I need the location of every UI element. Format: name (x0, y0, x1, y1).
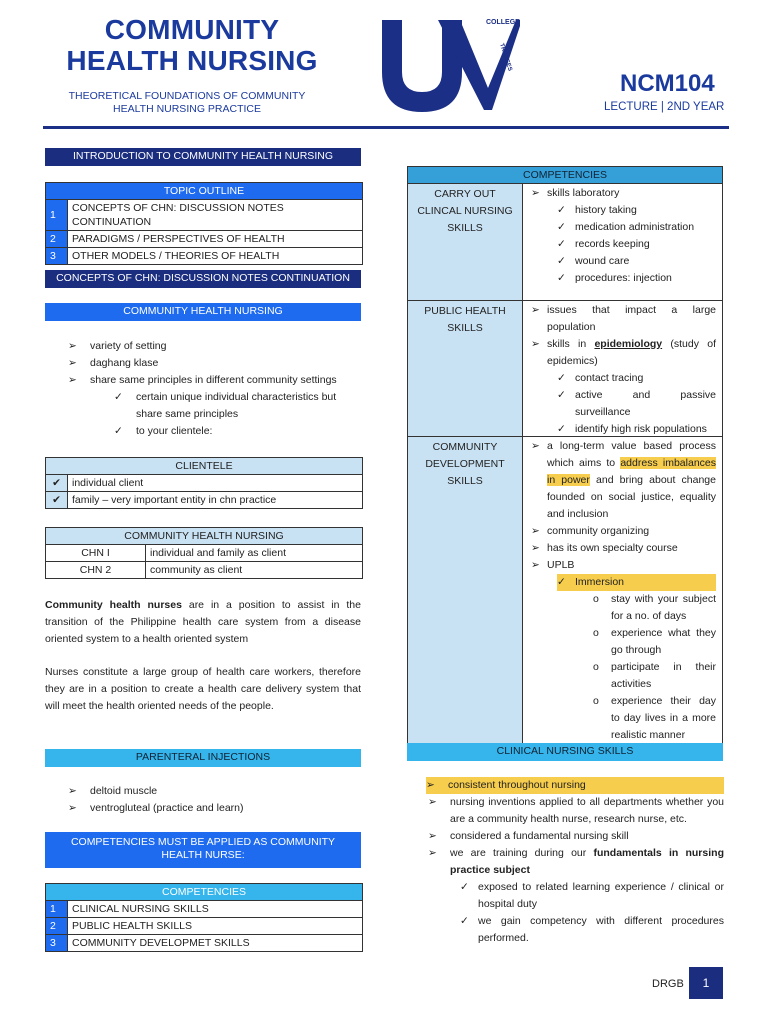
arrow-bullet-icon: ➢ (531, 542, 540, 554)
row-content (523, 184, 722, 300)
table-row (46, 248, 363, 265)
page-number: 1 (689, 967, 723, 999)
circle-bullet-icon: o (593, 661, 599, 673)
row-number: 1 (46, 200, 68, 231)
row-content (523, 301, 722, 436)
list-item-text: participate in their activities (611, 661, 716, 690)
list-item-text: deltoid muscle (90, 785, 158, 797)
table-row (408, 301, 722, 437)
list-item-text: we gain competency with different procedures performed. (478, 915, 724, 944)
checkmark-icon: ✓ (557, 372, 566, 384)
arrow-bullet-icon: ➢ (428, 847, 437, 859)
list-item (531, 574, 716, 591)
paragraph-chn-role (45, 597, 361, 648)
list-item (68, 783, 368, 800)
row-code: CHN 2 (46, 562, 146, 579)
list-item-text: wound care (575, 255, 630, 267)
list-item-text: experience what they go through (611, 627, 716, 656)
row-text: CLINICAL NURSING SKILLS (68, 901, 363, 918)
list-item (68, 355, 368, 372)
list-item-text: stay with your subject for a no. of days (611, 593, 716, 622)
circle-bullet-icon: o (593, 627, 599, 639)
row-label: PUBLIC HEALTH SKILLS (408, 301, 523, 436)
list-item-text: skills in (547, 338, 595, 350)
arrow-bullet-icon: ➢ (68, 802, 77, 814)
list-item (531, 659, 716, 693)
row-text: PARADIGMS / PERSPECTIVES OF HEALTH (68, 231, 363, 248)
list-item (531, 693, 716, 744)
bold-term: fundamentals in nursing practice subject (450, 847, 724, 876)
row-number: 2 (46, 231, 68, 248)
list-item-text: Immersion (575, 576, 625, 588)
subtitle-line-2: HEALTH NURSING PRACTICE (113, 103, 261, 115)
concepts-section-bar: CONCEPTS OF CHN: DISCUSSION NOTES CONTINUATION (45, 270, 361, 288)
row-number: 3 (46, 248, 68, 265)
document-title (62, 14, 322, 76)
row-text: PUBLIC HEALTH SKILLS (68, 918, 363, 935)
checkmark-icon: ✓ (460, 915, 469, 927)
chn-section-bar: COMMUNITY HEALTH NURSING (45, 303, 361, 321)
row-text: CONCEPTS OF CHN: DISCUSSION NOTES CONTINUATION (68, 200, 363, 231)
row-text: family – very important entity in chn practice (68, 492, 363, 509)
list-item (68, 423, 368, 440)
list-item-text: a long-term value based process which aims to (547, 440, 716, 469)
checkmark-icon: ✔ (46, 492, 68, 509)
list-item-text: considered a fundamental nursing skill (450, 830, 629, 842)
paragraph-text: are in a position to assist in the transition of the Philippine health care system from a disease oriented system to a health oriented system (45, 599, 361, 645)
list-item (531, 236, 716, 253)
table-row (408, 184, 722, 301)
author-initials: DRGB (652, 978, 684, 990)
checkmark-icon: ✓ (557, 255, 566, 267)
list-item (426, 777, 724, 794)
list-item-text: share same principles in different community settings (90, 374, 337, 386)
list-item-text: has its own specialty course (547, 542, 678, 554)
list-item (531, 253, 716, 270)
arrow-bullet-icon: ➢ (531, 338, 540, 350)
title-line-2: HEALTH NURSING (66, 45, 318, 76)
table-row (46, 492, 363, 509)
list-item (428, 913, 724, 947)
parenteral-list (68, 783, 368, 817)
clinical-list (428, 777, 724, 947)
row-label: COMMUNITY DEVELOPMENT SKILLS (408, 437, 523, 744)
checkmark-icon: ✓ (557, 221, 566, 233)
list-item-text: consistent throughout nursing (448, 779, 586, 791)
uv-college-logo (380, 14, 520, 114)
table-row (46, 231, 363, 248)
table-row (46, 901, 363, 918)
list-item (428, 828, 724, 845)
checkmark-icon: ✓ (557, 423, 566, 435)
list-item (428, 794, 724, 828)
table-row (46, 475, 363, 492)
list-item-text: and bring about change founded on social justice, equality and inclusion (547, 474, 716, 520)
subtitle-line-1: THEORETICAL FOUNDATIONS OF COMMUNITY (68, 90, 306, 102)
list-item (531, 557, 716, 574)
arrow-bullet-icon: ➢ (68, 785, 77, 797)
header-divider (43, 126, 729, 129)
list-item-text: skills laboratory (547, 187, 620, 199)
list-item (68, 389, 368, 423)
checkmark-icon: ✓ (557, 204, 566, 216)
logo-college-text: COLLEGE (486, 19, 520, 26)
list-item (531, 370, 716, 387)
arrow-bullet-icon: ➢ (68, 357, 77, 369)
arrow-bullet-icon: ➢ (68, 374, 77, 386)
list-item-text: procedures: injection (575, 272, 672, 284)
intro-section-bar: INTRODUCTION TO COMMUNITY HEALTH NURSING (45, 148, 361, 166)
list-item-text: to your clientele: (136, 425, 213, 437)
arrow-bullet-icon: ➢ (428, 796, 437, 808)
list-item-text: medication administration (575, 221, 695, 233)
list-item (531, 438, 716, 523)
list-item-text: history taking (575, 204, 637, 216)
paragraph-nurses: Nurses constitute a large group of health care workers, therefore they are in a position to create a health care delivery system that will meet the health oriented needs of the people. (45, 666, 361, 712)
list-item (531, 625, 716, 659)
checkmark-icon: ✓ (557, 238, 566, 250)
list-item-text: records keeping (575, 238, 650, 250)
row-number: 2 (46, 918, 68, 935)
list-item (531, 540, 716, 557)
list-item (531, 387, 716, 421)
row-text: individual client (68, 475, 363, 492)
list-item-text: experience their day to day lives in a more realistic manner (611, 695, 716, 741)
row-text: OTHER MODELS / THEORIES OF HEALTH (68, 248, 363, 265)
checkmark-icon: ✓ (557, 272, 566, 284)
list-item (428, 879, 724, 913)
table-row (46, 200, 363, 231)
arrow-bullet-icon: ➢ (531, 440, 540, 452)
list-item-text: nursing inventions applied to all departments whether you are a community health nurse, research nurse, etc. (450, 796, 724, 825)
highlighted-text: address imbalances in power (547, 457, 716, 486)
bold-term: Community health nurses (45, 599, 182, 611)
competencies-applied-bar (45, 832, 361, 868)
checkmark-icon: ✓ (460, 881, 469, 893)
row-label: CARRY OUT CLINCAL NURSING SKILLS (408, 184, 523, 300)
chn-levels-header: COMMUNITY HEALTH NURSING (46, 528, 363, 545)
arrow-bullet-icon: ➢ (531, 525, 540, 537)
chn-list (68, 338, 368, 440)
arrow-bullet-icon: ➢ (531, 559, 540, 571)
row-text: COMMUNITY DEVELOPMET SKILLS (68, 935, 363, 952)
row-number: 3 (46, 935, 68, 952)
course-code: NCM104 (620, 70, 715, 97)
logo-transes-text: TRANSES (498, 42, 513, 72)
clientele-table (45, 457, 363, 509)
list-item-text: exposed to related learning experience / clinical or hospital duty (478, 881, 724, 910)
arrow-bullet-icon: ➢ (426, 779, 435, 791)
list-item (531, 270, 716, 287)
list-item (531, 202, 716, 219)
list-item-text: daghang klase (90, 357, 159, 369)
bar-line-2: HEALTH NURSE: (161, 849, 245, 861)
list-item (531, 523, 716, 540)
table-row (46, 935, 363, 952)
arrow-bullet-icon: ➢ (531, 187, 540, 199)
list-item (531, 185, 716, 202)
row-content (523, 437, 722, 744)
circle-bullet-icon: o (593, 593, 599, 605)
list-item-text: (study of epidemics) (547, 338, 716, 367)
list-item (531, 591, 716, 625)
checkmark-icon: ✓ (557, 389, 566, 401)
list-item (68, 338, 368, 355)
list-item (531, 336, 716, 370)
title-line-1: COMMUNITY (104, 14, 280, 45)
table-row (46, 562, 363, 579)
bold-term: epidemiology (594, 338, 663, 350)
list-item-text: active and passive surveillance (575, 389, 716, 418)
topic-outline-header: TOPIC OUTLINE (46, 183, 363, 200)
circle-bullet-icon: o (593, 695, 599, 707)
list-item-text: variety of setting (90, 340, 167, 352)
list-item (428, 845, 724, 879)
chn-levels-table (45, 527, 363, 579)
row-number: 1 (46, 901, 68, 918)
row-code: CHN I (46, 545, 146, 562)
competencies-detail-header: COMPETENCIES (408, 167, 722, 184)
checkmark-icon: ✓ (114, 391, 123, 403)
list-item-text: identify high risk populations (575, 423, 707, 435)
row-text: individual and family as client (146, 545, 363, 562)
table-row (408, 437, 722, 744)
arrow-bullet-icon: ➢ (531, 304, 540, 316)
checkmark-icon: ✓ (114, 425, 123, 437)
list-item (531, 421, 716, 438)
list-item-text: issues that impact a large population (547, 304, 716, 333)
row-text: community as client (146, 562, 363, 579)
arrow-bullet-icon: ➢ (68, 340, 77, 352)
list-item (68, 800, 368, 817)
clinical-section-bar: CLINICAL NURSING SKILLS (407, 743, 723, 761)
competencies-list-header: COMPETENCIES (46, 884, 363, 901)
competencies-list-table (45, 883, 363, 952)
list-item-text: we are training during our (450, 847, 594, 859)
list-item (68, 372, 368, 389)
list-item (531, 302, 716, 336)
clientele-header: CLIENTELE (46, 458, 363, 475)
list-item (531, 219, 716, 236)
checkmark-icon: ✔ (46, 475, 68, 492)
course-level: LECTURE | 2ND YEAR (604, 101, 725, 113)
list-item-text: share same principles (136, 408, 239, 420)
bar-line-1: COMPETENCIES MUST BE APPLIED AS COMMUNITY (70, 836, 336, 848)
table-row (46, 545, 363, 562)
list-item-text: community organizing (547, 525, 650, 537)
checkmark-icon: ✓ (557, 576, 566, 588)
arrow-bullet-icon: ➢ (428, 830, 437, 842)
document-subtitle (56, 90, 318, 116)
list-item-text: certain unique individual characteristics but (136, 391, 337, 403)
table-row (46, 918, 363, 935)
list-item-text: ventrogluteal (practice and learn) (90, 802, 244, 814)
topic-outline-table (45, 182, 363, 265)
list-item-text: contact tracing (575, 372, 644, 384)
parenteral-section-bar: PARENTERAL INJECTIONS (45, 749, 361, 767)
list-item-text: UPLB (547, 559, 575, 571)
competencies-detail-table (407, 166, 723, 745)
